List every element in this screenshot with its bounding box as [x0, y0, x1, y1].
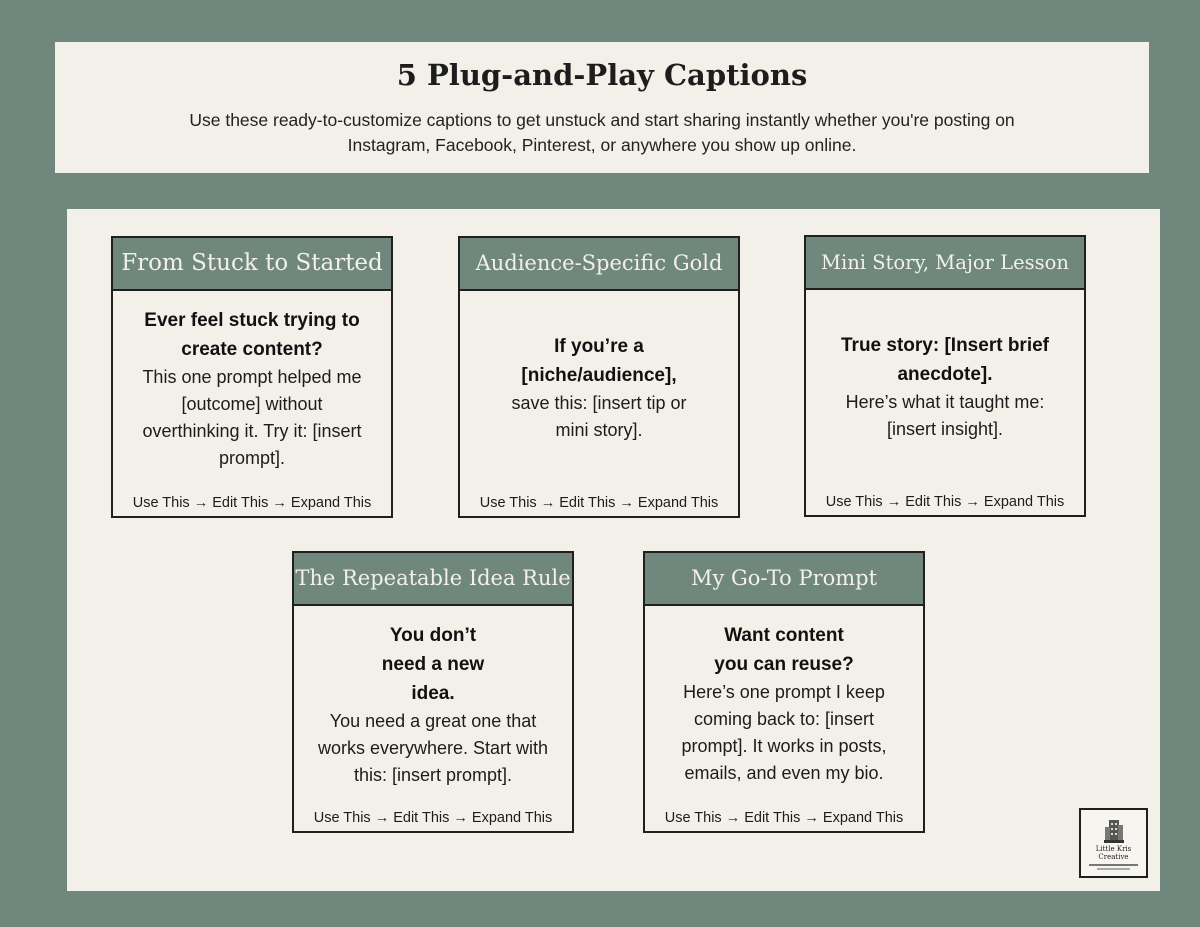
card-footer: Use This → Edit This → Expand This [825, 494, 1065, 510]
card-hook: True story: [Insert brief anecdote]. [841, 334, 1049, 385]
card-hook: Ever feel stuck trying to create content? [144, 310, 360, 360]
card-footer: Use This → Edit This → Expand This [479, 495, 719, 511]
card-text: Here’s what it taught me: [insert insight]. [845, 391, 1045, 439]
logo-tagline-line [1097, 868, 1130, 870]
card-footer: Use This → Edit This → Expand This [313, 810, 553, 826]
card-title: The Repeatable Idea Rule [294, 553, 572, 606]
card-body [806, 290, 1084, 483]
card-title: Mini Story, Major Lesson [806, 237, 1084, 290]
card-hook: You don’t need a new idea. [381, 625, 485, 704]
card-footer: Use This → Edit This → Expand This [132, 495, 372, 511]
card-body [113, 291, 391, 484]
card-body [645, 606, 923, 799]
card-text: save this: [insert tip or mini story]. [511, 392, 687, 440]
card-title: My Go-To Prompt [645, 553, 923, 606]
card-title: Audience-Specific Gold [460, 238, 738, 291]
card-text: This one prompt helped me [outcome] without overthinking it. Try it: [insert prompt]. [142, 367, 362, 468]
caption-card-stuck-to-started [111, 236, 393, 518]
caption-card-mini-story [804, 235, 1086, 517]
caption-card-repeatable-idea [292, 551, 574, 833]
card-hook: If you’re a [niche/audience], [521, 335, 677, 386]
card-hook: Want content you can reuse? [714, 625, 854, 675]
card-body [294, 606, 572, 799]
building-icon [1102, 818, 1126, 844]
logo-name: Little Kris Creative [1095, 845, 1132, 861]
page-subtitle: Use these ready-to-customize captions to get unstuck and start sharing instantly whether you're posting on Instagram, Facebook, Pinterest, or anywhere you show up online. [189, 110, 1015, 155]
page-title: 5 Plug-and-Play Captions [396, 58, 808, 92]
brand-logo [1079, 808, 1148, 878]
card-text: Here’s one prompt I keep coming back to: [insert prompt]. It works in posts, emails, and even my bio. [681, 682, 887, 783]
caption-card-audience-specific-gold [458, 236, 740, 518]
card-footer: Use This → Edit This → Expand This [664, 810, 904, 826]
card-text: You need a great one that works everywhere. Start with this: [insert prompt]. [317, 711, 549, 785]
logo-tagline-line [1089, 864, 1138, 866]
card-title: From Stuck to Started [113, 238, 391, 291]
header-banner [55, 42, 1149, 173]
caption-card-go-to-prompt [643, 551, 925, 833]
card-body [460, 291, 738, 484]
